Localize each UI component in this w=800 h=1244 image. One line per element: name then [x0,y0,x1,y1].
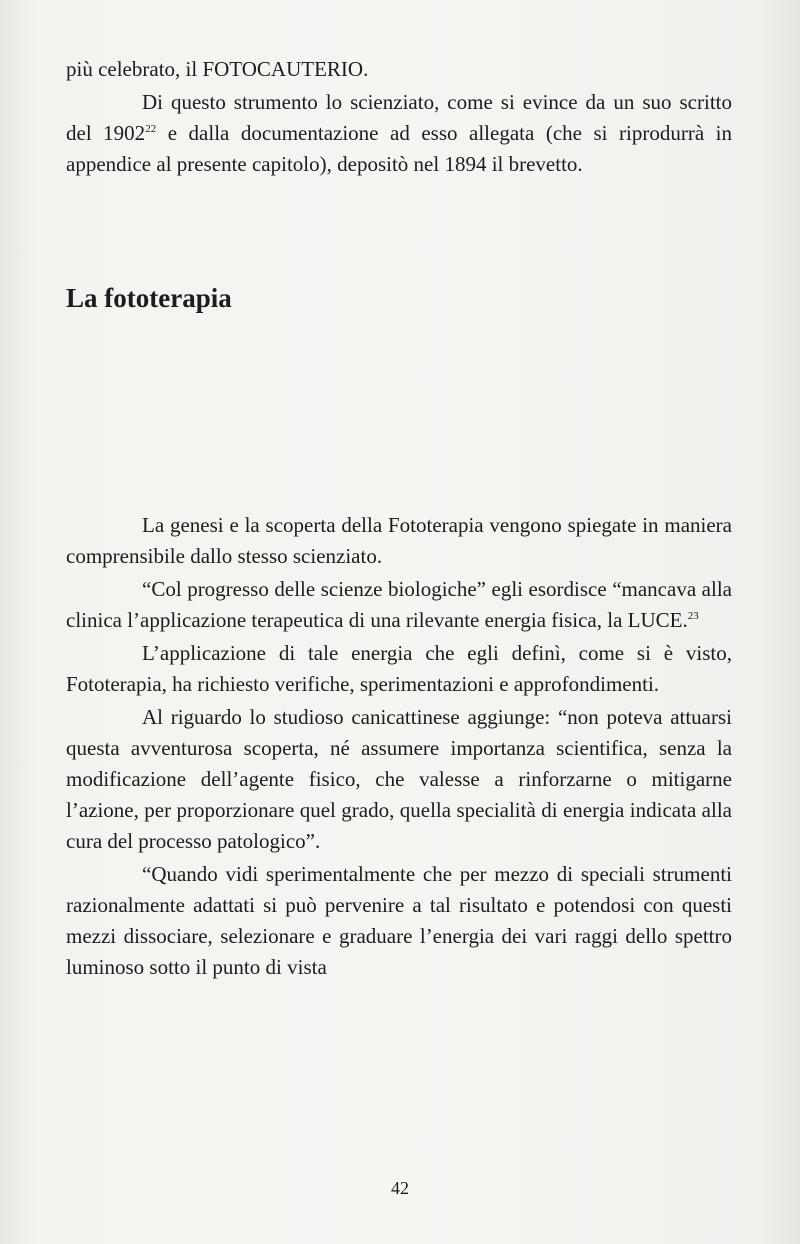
section-heading: La fototerapia [66,283,232,313]
patent-paragraph-text-end: e dalla documentazione ad esso allegata (che si riprodurrà in appendice al presente capitolo), depositò nel 1894 il brevetto. [66,121,733,176]
page-number: 42 [391,1178,409,1198]
genesis-paragraph: La genesi e la scoperta della Fototerapia vengono spiegate in maniera comprensibile dallo stesso scienziato. [66,513,732,568]
main-text-block [66,510,732,983]
quote-paragraph-text: “Col progresso delle scienze biologiche” egli esordisce “mancava alla clinica l’applicazione terapeutica di una rilevante energia fisica, la LUCE. [66,577,732,632]
experiment-paragraph: “Quando vidi sperimentalmente che per mezzo di speciali strumenti razionalmente adattati si può pervenire a tal risultato e potendosi con questi mezzi dissociare, selezionare e graduare l’energia dei vari raggi dello spettro luminoso sotto il punto di vista [66,862,732,979]
continuation-paragraph: più celebrato, il FOTOCAUTERIO. [66,57,369,81]
regard-paragraph: Al riguardo lo studioso canicattinese aggiunge: “non poteva attuarsi questa avventurosa scoperta, né assumere importanza scientifica, senza la modificazione dell’agente fisico, che valesse a rinforzarne o mitigarne l’azione, per proporzionare quel grado, quella specialità di energia indicata alla cura del processo patologico”. [66,705,732,853]
quote-paragraph [66,574,732,636]
footnote-ref-22: 22 [145,123,157,135]
patent-paragraph-text: Di questo strumento lo scienziato, come si evince da un suo scritto del 1902 [66,90,732,145]
intro-text-block [66,54,732,180]
footnote-ref-23: 23 [687,610,699,622]
application-paragraph: L’applicazione di tale energia che egli definì, come si è visto, Fototerapia, ha richiesto verifiche, sperimentazioni e approfondimenti. [66,641,732,696]
patent-paragraph [66,87,732,180]
